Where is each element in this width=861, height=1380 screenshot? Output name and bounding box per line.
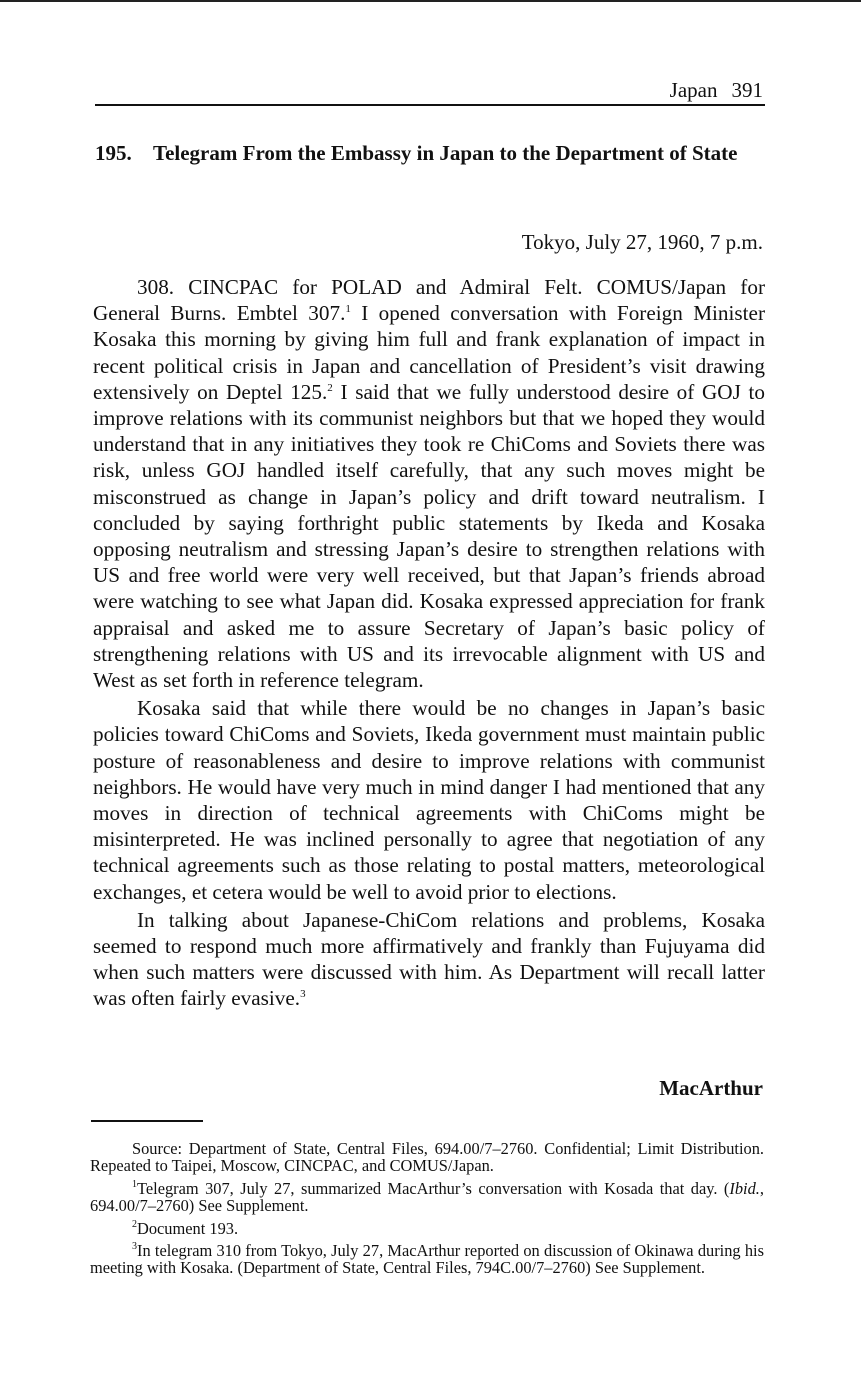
footnote-text: Document 193. [137,1218,239,1238]
footnote-text: In telegram 310 from Tokyo, July 27, MacArthur reported on discussion of Okinawa during his meeting with Kosaka. (Department of State, Central Files, 794C.00/7–2760) See Supplement. [90,1241,764,1278]
footnote-1-mark: 1 [132,1178,137,1190]
document-title: Telegram From the Embassy in Japan to the Department of State [153,141,738,165]
body-paragraph-1 [93,274,765,693]
running-head-section: Japan [669,78,718,102]
body-text-segment: I opened conversation with Foreign Minister Kosaka this morning by giving him full and frank explanation of impact in recent political crisis in Japan and cancellation of President’s visit drawing extensively on Deptel 125. [93,301,765,404]
body-paragraph-2: Kosaka said that while there would be no changes in Japan’s basic policies toward ChiComs and Soviets, Ikeda government must maintain public posture of reasonableness and desire to improve relations with communist neighbors. He would have very much in mind danger I had mentioned that any moves in direction of technical agreements with ChiComs might be misinterpreted. He was inclined personally to agree that negotiation of any technical agreements such as those relating to postal matters, meteorological exchanges, et cetera would be well to avoid prior to elections. [93,696,765,904]
page-number: 391 [731,78,763,102]
footnote-ibid: Ibid. [729,1178,760,1198]
body-text-segment: I said that we fully understood desire of GOJ to improve relations with its communist neighbors but that we hoped they would understand that in any initiatives they took re ChiComs and Soviets there was risk, unless GOJ handled itself carefully, that any such moves might be misconstrued as change in Japan’s policy and drift toward neutralism. I concluded by saying forthright public statements by Ikeda and Kosaka opposing neutralism and stressing Japan’s desire to strengthen relations with US and free world were very well received, but that Japan’s friends abroad were watching to see what Japan did. Kosaka expressed appreciation for frank appraisal and asked me to assure Secretary of Japan’s basic policy of strengthening relations with US and its irrevocable alignment with US and West as set forth in reference telegram. [93,379,765,693]
footnote-3-mark: 3 [132,1241,137,1253]
footnote-ref-1: 1 [345,303,351,316]
footnote-divider [91,1120,203,1122]
footnotes [90,1140,764,1282]
footnote-text: Telegram 307, July 27, summarized MacArthur’s conversation with Kosada that day. ( [137,1178,730,1198]
body-paragraph-3 [93,907,765,1012]
telegram-body [93,274,765,1012]
body-text-segment: In talking about Japanese-ChiCom relations and problems, Kosaka seemed to respond much more affirmatively and frankly than Fujuyama did when such matters were discussed with him. As Department will recall latter was often fairly evasive. [93,907,765,1011]
page-top-border [0,0,861,2]
footnote-text: , 694.00/7–2760) See Supplement. [90,1178,764,1216]
footnote-3 [90,1242,764,1277]
document-number: 195. [95,141,132,165]
footnote-1 [90,1180,764,1215]
body-text-segment: 308. CINCPAC for POLAD and Admiral Felt. COMUS/Japan for General Burns. Embtel 307. [93,275,765,326]
footnote-2 [90,1220,764,1237]
signature: MacArthur [659,1076,763,1100]
footnote-source: Source: Department of State, Central Files, 694.00/7–2760. Confidential; Limit Distribution. Repeated to Taipei, Moscow, CINCPAC, and COMUS/Japan. [90,1139,764,1176]
running-head [95,76,765,106]
footnote-ref-3: 3 [300,988,306,1001]
document-heading [95,140,765,167]
footnote-2-mark: 2 [132,1218,137,1230]
footnote-ref-2: 2 [327,381,333,394]
dateline: Tokyo, July 27, 1960, 7 p.m. [521,230,763,254]
